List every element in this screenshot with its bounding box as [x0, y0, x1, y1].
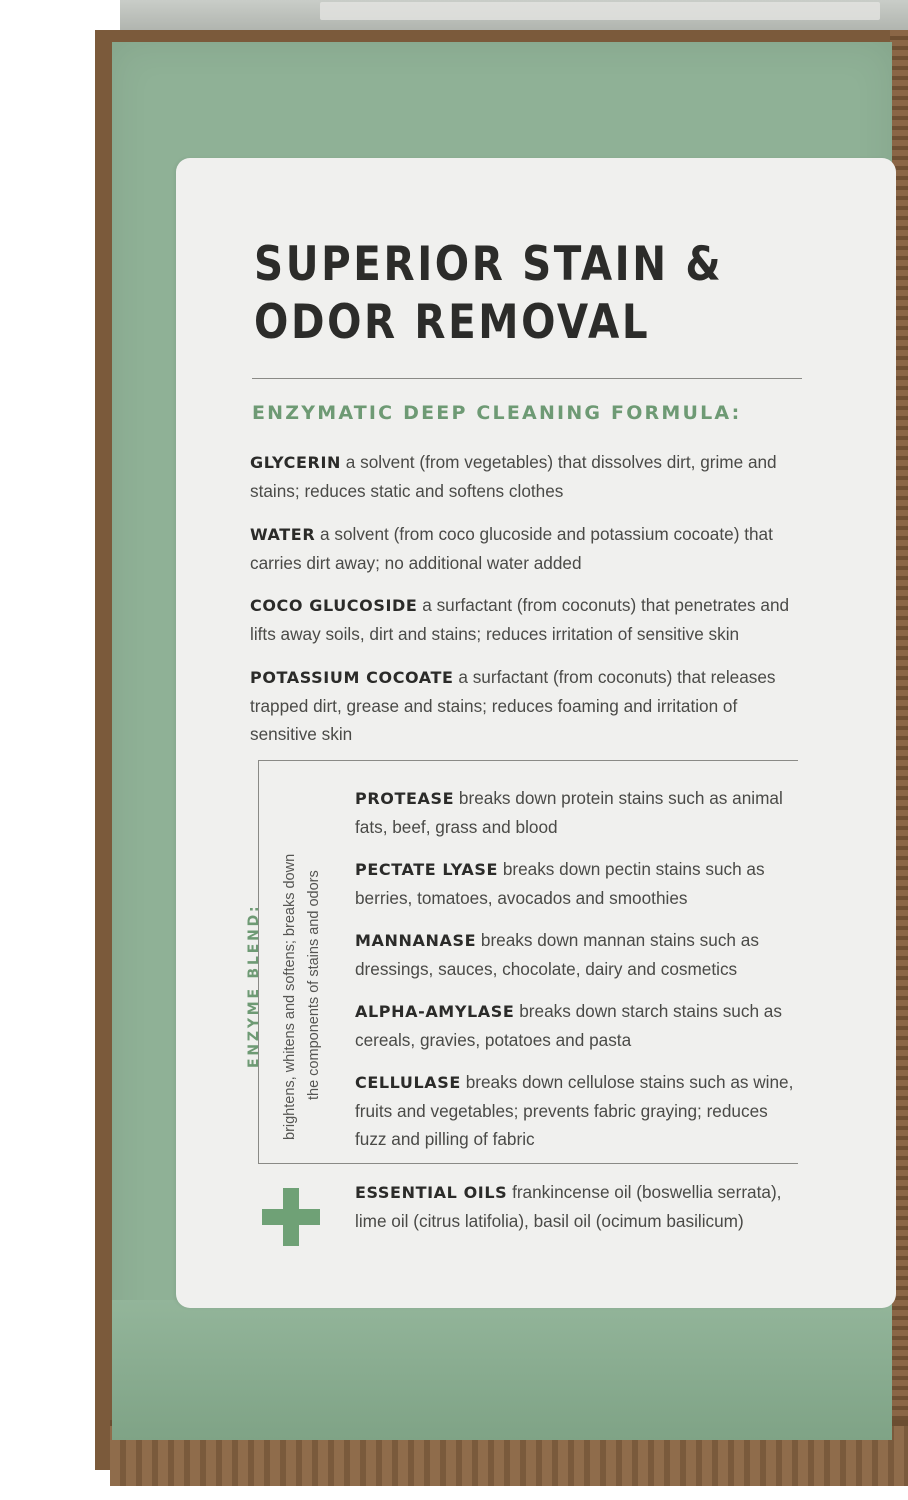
- enzyme-desc: breaks down starch stains such as cereals, gravies, potatoes and pasta: [355, 1001, 782, 1050]
- plus-icon: [262, 1188, 320, 1246]
- enzyme-desc: breaks down protein stains such as animal fats, beef, grass and blood: [355, 788, 783, 837]
- box-top-band: [320, 2, 880, 20]
- enzyme-blend-desc-1: brightens, whitens and softens; breaks down: [282, 853, 298, 1140]
- enzyme-pectate-lyase: [355, 855, 795, 912]
- title-line-1: SUPERIOR STAIN &: [254, 237, 724, 292]
- title-divider: [252, 378, 802, 379]
- formula-subhead: ENZYMATIC DEEP CLEANING FORMULA:: [252, 402, 742, 424]
- title-line-2: ODOR REMOVAL: [254, 295, 651, 350]
- essential-oils-desc: frankincense oil (boswellia serrata), lime oil (citrus latifolia), basil oil (ocimum basilicum): [355, 1182, 782, 1231]
- essential-oils: [355, 1178, 795, 1235]
- essential-oils-name: ESSENTIAL OILS: [355, 1183, 508, 1202]
- enzyme-blend-desc-2: the components of stains and odors: [306, 870, 322, 1100]
- enzyme-alpha-amylase: [355, 997, 795, 1054]
- enzyme-protease: [355, 784, 795, 841]
- enzyme-desc: breaks down cellulose stains such as wine, fruits and vegetables; prevents fabric graying; reduces fuzz and pilling of fabric: [355, 1072, 794, 1149]
- enzyme-mannanase: [355, 926, 795, 983]
- enzyme-bracket-bottom: [258, 1163, 798, 1164]
- enzyme-name: MANNANASE: [355, 931, 477, 950]
- ingredient-desc: a solvent (from coco glucoside and potassium cocoate) that carries dirt away; no additional water added: [250, 524, 773, 573]
- enzyme-desc: breaks down pectin stains such as berries, tomatoes, avocados and smoothies: [355, 859, 765, 908]
- ingredient-desc: a surfactant (from coconuts) that releases trapped dirt, grease and stains; reduces foaming and irritation of sensitive skin: [250, 667, 776, 744]
- enzyme-name: ALPHA-AMYLASE: [355, 1002, 515, 1021]
- enzyme-cellulase: [355, 1068, 795, 1153]
- enzyme-name: PECTATE LYASE: [355, 860, 499, 879]
- ingredient-name: WATER: [250, 525, 316, 544]
- ingredient-potassium-cocoate: [250, 663, 805, 748]
- ingredient-name: COCO GLUCOSIDE: [250, 596, 418, 615]
- sleeve-shadow: [112, 1300, 892, 1440]
- enzyme-name: PROTEASE: [355, 789, 455, 808]
- enzyme-desc: breaks down mannan stains such as dressings, sauces, chocolate, dairy and cosmetics: [355, 930, 759, 979]
- enzyme-blend-title: ENZYME BLEND:: [246, 903, 262, 1068]
- ingredient-coco-glucoside: [250, 591, 805, 648]
- label-title: [254, 236, 736, 352]
- ingredient-water: [250, 520, 805, 577]
- ingredient-name: GLYCERIN: [250, 453, 341, 472]
- enzyme-bracket-top: [258, 760, 798, 761]
- ingredient-desc: a surfactant (from coconuts) that penetrates and lifts away soils, dirt and stains; reduces irritation of sensitive skin: [250, 595, 790, 644]
- ingredient-name: POTASSIUM COCOATE: [250, 668, 454, 687]
- ingredient-desc: a solvent (from vegetables) that dissolves dirt, grime and stains; reduces static and softens clothes: [250, 452, 777, 501]
- enzyme-name: CELLULASE: [355, 1073, 461, 1092]
- ingredient-glycerin: [250, 448, 805, 505]
